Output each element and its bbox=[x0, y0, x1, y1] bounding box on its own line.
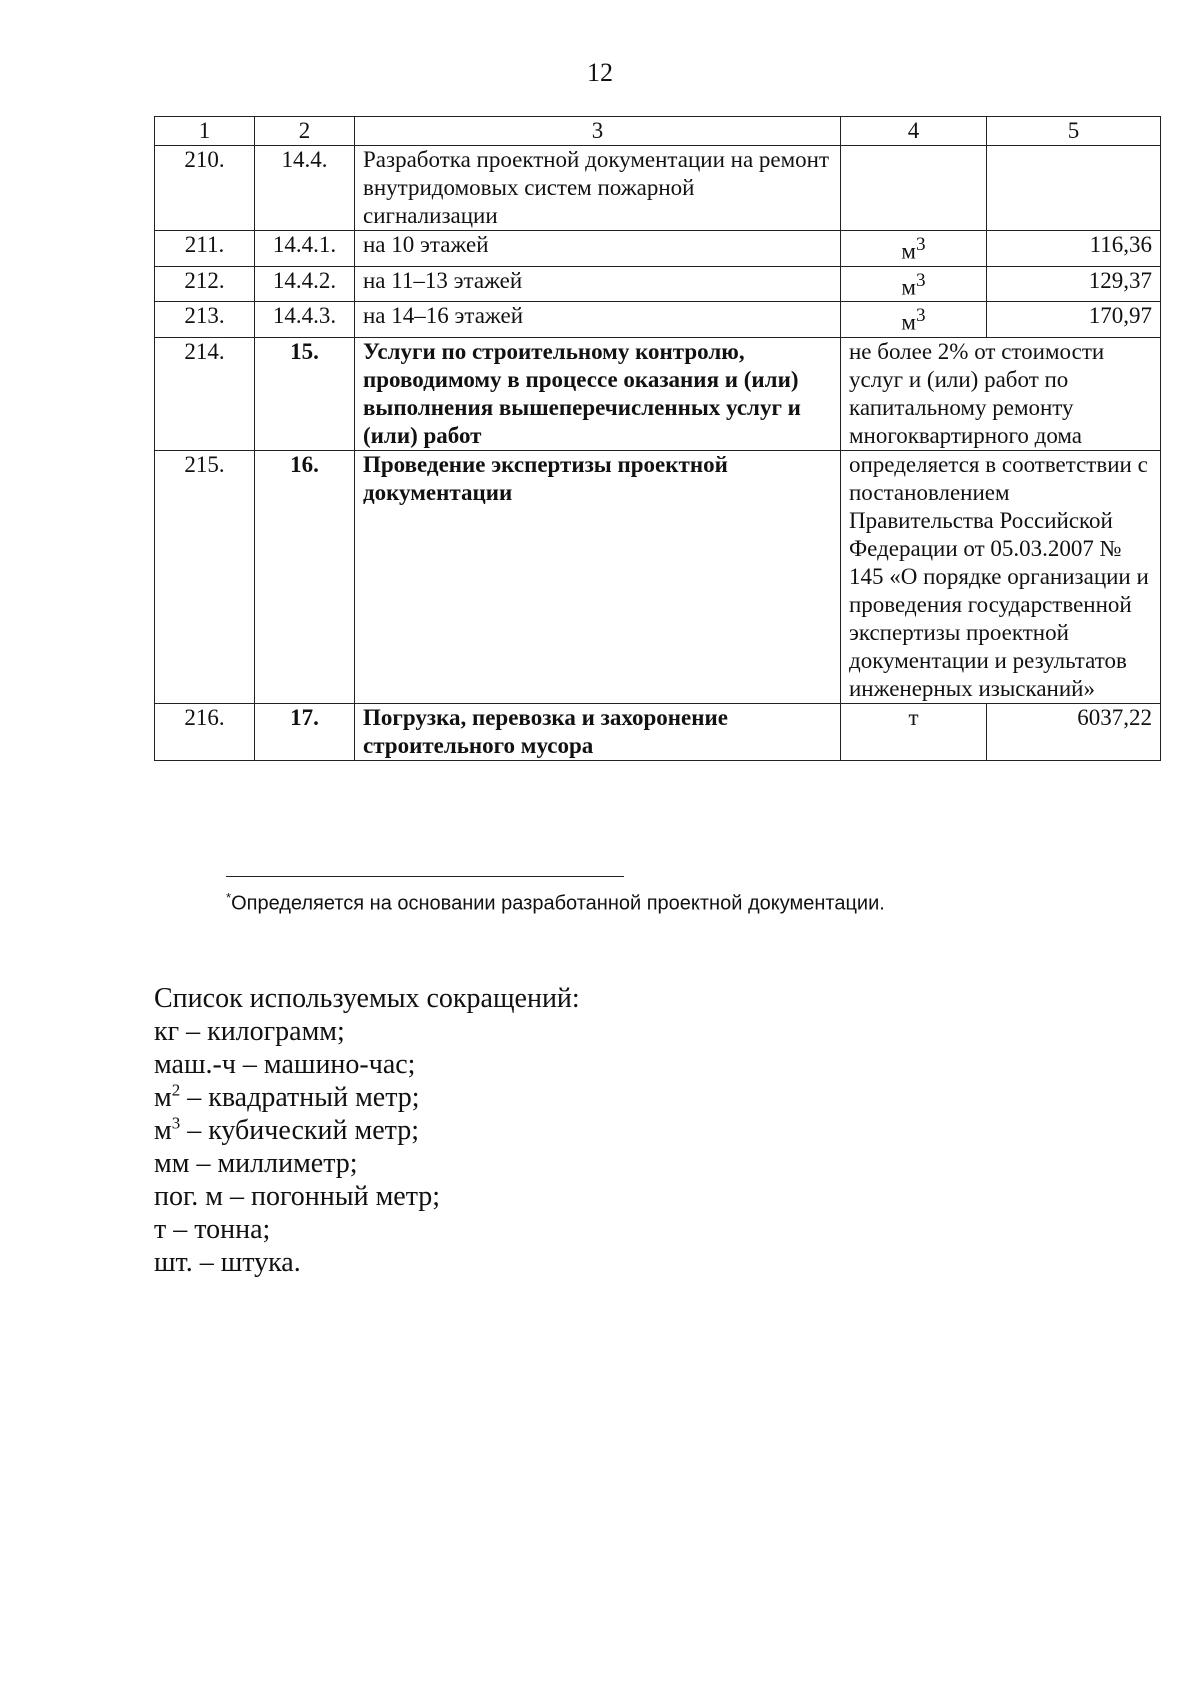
row-name: Разработка проектной документации на ремонт внутридомовых систем пожарной сигнализации bbox=[355, 146, 841, 231]
abbreviation-item bbox=[154, 1246, 580, 1279]
row-code: 16. bbox=[255, 450, 355, 703]
row-name: Услуги по строительному контролю, проводимому в процессе оказания и (или) выполнения вышеперечисленных услуг и (или) работ bbox=[355, 337, 841, 450]
row-number: 214. bbox=[155, 337, 255, 450]
abbreviations-list bbox=[154, 982, 580, 1279]
unit-text: м bbox=[901, 274, 916, 300]
table-row bbox=[155, 146, 1161, 231]
page-number: 12 bbox=[587, 58, 613, 87]
abbreviation-item bbox=[154, 1147, 580, 1180]
row-unit bbox=[841, 146, 987, 231]
row-unit bbox=[841, 266, 987, 302]
abbreviation-term: шт. bbox=[154, 1247, 193, 1278]
row-code: 14.4.3. bbox=[255, 302, 355, 338]
row-value: 116,36 bbox=[987, 231, 1161, 267]
row-code: 17. bbox=[255, 703, 355, 760]
row-name: на 11–13 этажей bbox=[355, 266, 841, 302]
abbreviation-term: пог. м bbox=[154, 1181, 224, 1212]
unit-text: м bbox=[901, 309, 916, 335]
row-number: 211. bbox=[155, 231, 255, 267]
abbreviation-item bbox=[154, 1180, 580, 1213]
works-table bbox=[154, 116, 1161, 761]
row-value: 6037,22 bbox=[987, 703, 1161, 760]
footnote-text: Определяется на основании разработанной проектной документации. bbox=[231, 892, 885, 915]
abbreviation-meaning: – погонный метр; bbox=[223, 1181, 441, 1212]
table-row bbox=[155, 450, 1161, 703]
row-value bbox=[987, 146, 1161, 231]
header-cell: 1 bbox=[155, 117, 255, 146]
abbreviation-meaning: – миллиметр; bbox=[189, 1148, 358, 1179]
row-value: 129,37 bbox=[987, 266, 1161, 302]
row-code: 14.4.1. bbox=[255, 231, 355, 267]
abbreviation-superscript: 2 bbox=[171, 1080, 181, 1100]
row-unit bbox=[841, 302, 987, 338]
unit-superscript: 3 bbox=[915, 305, 926, 327]
row-number: 215. bbox=[155, 450, 255, 703]
row-unit: т bbox=[841, 703, 987, 760]
footnote-mark: * bbox=[226, 890, 232, 905]
abbreviation-term: маш.-ч bbox=[154, 1049, 236, 1080]
unit-text: м bbox=[901, 238, 916, 264]
abbreviation-term: м bbox=[154, 1115, 172, 1146]
footnote bbox=[226, 890, 885, 916]
header-cell: 3 bbox=[355, 117, 841, 146]
row-merged-value: определяется в соответствии с постановлением Правительства Российской Федерации от 05.03.2007 № 145 «О порядке организации и проведения государственной экспертизы проектной документации и результатов инженерных изысканий» bbox=[841, 450, 1161, 703]
row-number: 212. bbox=[155, 266, 255, 302]
row-number: 216. bbox=[155, 703, 255, 760]
abbreviation-meaning: – килограмм; bbox=[179, 1016, 345, 1047]
header-cell: 5 bbox=[987, 117, 1161, 146]
table-row bbox=[155, 231, 1161, 267]
abbreviation-item bbox=[154, 1048, 580, 1081]
table-row bbox=[155, 337, 1161, 450]
abbreviation-meaning: – штука. bbox=[192, 1247, 301, 1278]
abbreviation-item bbox=[154, 1114, 580, 1147]
abbreviation-term: т bbox=[154, 1214, 167, 1245]
row-name: на 14–16 этажей bbox=[355, 302, 841, 338]
row-unit bbox=[841, 231, 987, 267]
row-code: 14.4.2. bbox=[255, 266, 355, 302]
row-code: 15. bbox=[255, 337, 355, 450]
row-value: 170,97 bbox=[987, 302, 1161, 338]
row-number: 213. bbox=[155, 302, 255, 338]
abbreviation-item bbox=[154, 1081, 580, 1114]
header-cell: 2 bbox=[255, 117, 355, 146]
unit-superscript: 3 bbox=[915, 234, 926, 255]
abbreviation-meaning: – кубический метр; bbox=[180, 1115, 419, 1146]
row-code: 14.4. bbox=[255, 146, 355, 231]
footnote-divider bbox=[226, 876, 624, 877]
table-row bbox=[155, 266, 1161, 302]
abbreviation-item bbox=[154, 1213, 580, 1246]
table-row bbox=[155, 302, 1161, 338]
abbreviation-term: кг bbox=[154, 1016, 180, 1047]
row-merged-value: не более 2% от стоимости услуг и (или) работ по капитальному ремонту многоквартирного дома bbox=[841, 337, 1161, 450]
abbreviation-item bbox=[154, 1015, 580, 1048]
table-header-row bbox=[155, 117, 1161, 146]
abbreviation-superscript: 3 bbox=[171, 1113, 181, 1133]
abbreviation-meaning: – машино-час; bbox=[235, 1049, 416, 1080]
header-cell: 4 bbox=[841, 117, 987, 146]
unit-superscript: 3 bbox=[915, 269, 926, 291]
abbreviation-term: м bbox=[154, 1082, 172, 1113]
abbreviation-meaning: – тонна; bbox=[166, 1214, 271, 1245]
table-row bbox=[155, 703, 1161, 760]
abbreviation-term: мм bbox=[154, 1148, 190, 1179]
row-name: Проведение экспертизы проектной документации bbox=[355, 450, 841, 703]
abbreviations-title: Список используемых сокращений: bbox=[154, 983, 580, 1014]
abbreviation-meaning: – квадратный метр; bbox=[180, 1082, 420, 1113]
row-name: на 10 этажей bbox=[355, 231, 841, 267]
row-number: 210. bbox=[155, 146, 255, 231]
row-name: Погрузка, перевозка и захоронение строительного мусора bbox=[355, 703, 841, 760]
